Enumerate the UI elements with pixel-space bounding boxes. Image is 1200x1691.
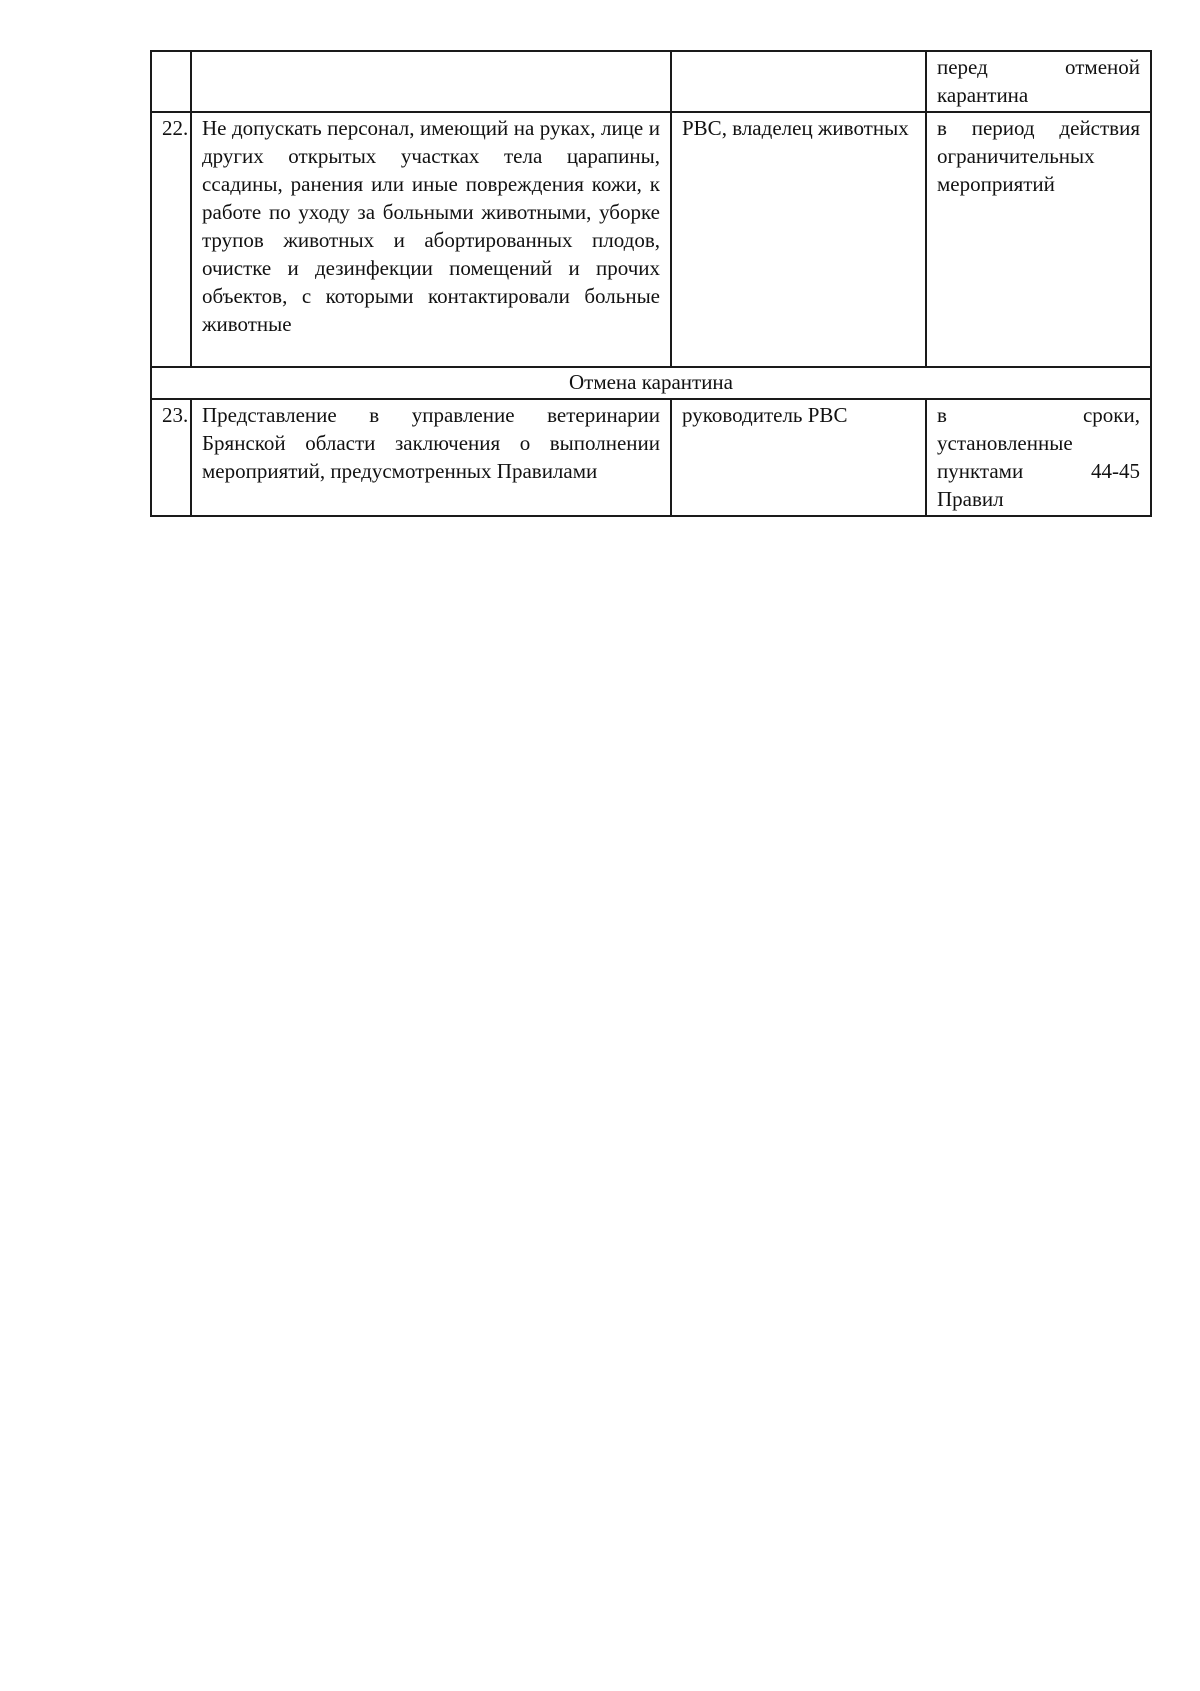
section-title: Отмена карантина — [151, 367, 1151, 399]
action-cell — [191, 51, 671, 112]
term-cell: в сроки, установленные пунктами 44-45 Правил — [926, 399, 1151, 516]
measures-table — [150, 50, 1152, 517]
term-cell: в период действия ограничительных мероприятий — [926, 112, 1151, 367]
section-row — [151, 367, 1151, 399]
row-number-cell — [151, 51, 191, 112]
table-row — [151, 51, 1151, 112]
row-number-cell: 22. — [151, 112, 191, 367]
action-cell: Представление в управление ветеринарии Брянской области заключения о выполнении мероприятий, предусмотренных Правилами — [191, 399, 671, 516]
row-number-cell: 23. — [151, 399, 191, 516]
action-cell: Не допускать персонал, имеющий на руках, лице и других открытых участках тела царапины, ссадины, ранения или иные повреждения кожи, к работе по уходу за больными животными, уборке трупов животных и абортированных плодов, очистке и дезинфекции помещений и прочих объектов, с которыми контактировали больные животные — [191, 112, 671, 367]
responsible-cell: РВС, владелец животных — [671, 112, 926, 367]
table-row — [151, 399, 1151, 516]
responsible-cell: руководитель РВС — [671, 399, 926, 516]
responsible-cell — [671, 51, 926, 112]
term-cell: перед отменой карантина — [926, 51, 1151, 112]
table-row — [151, 112, 1151, 367]
